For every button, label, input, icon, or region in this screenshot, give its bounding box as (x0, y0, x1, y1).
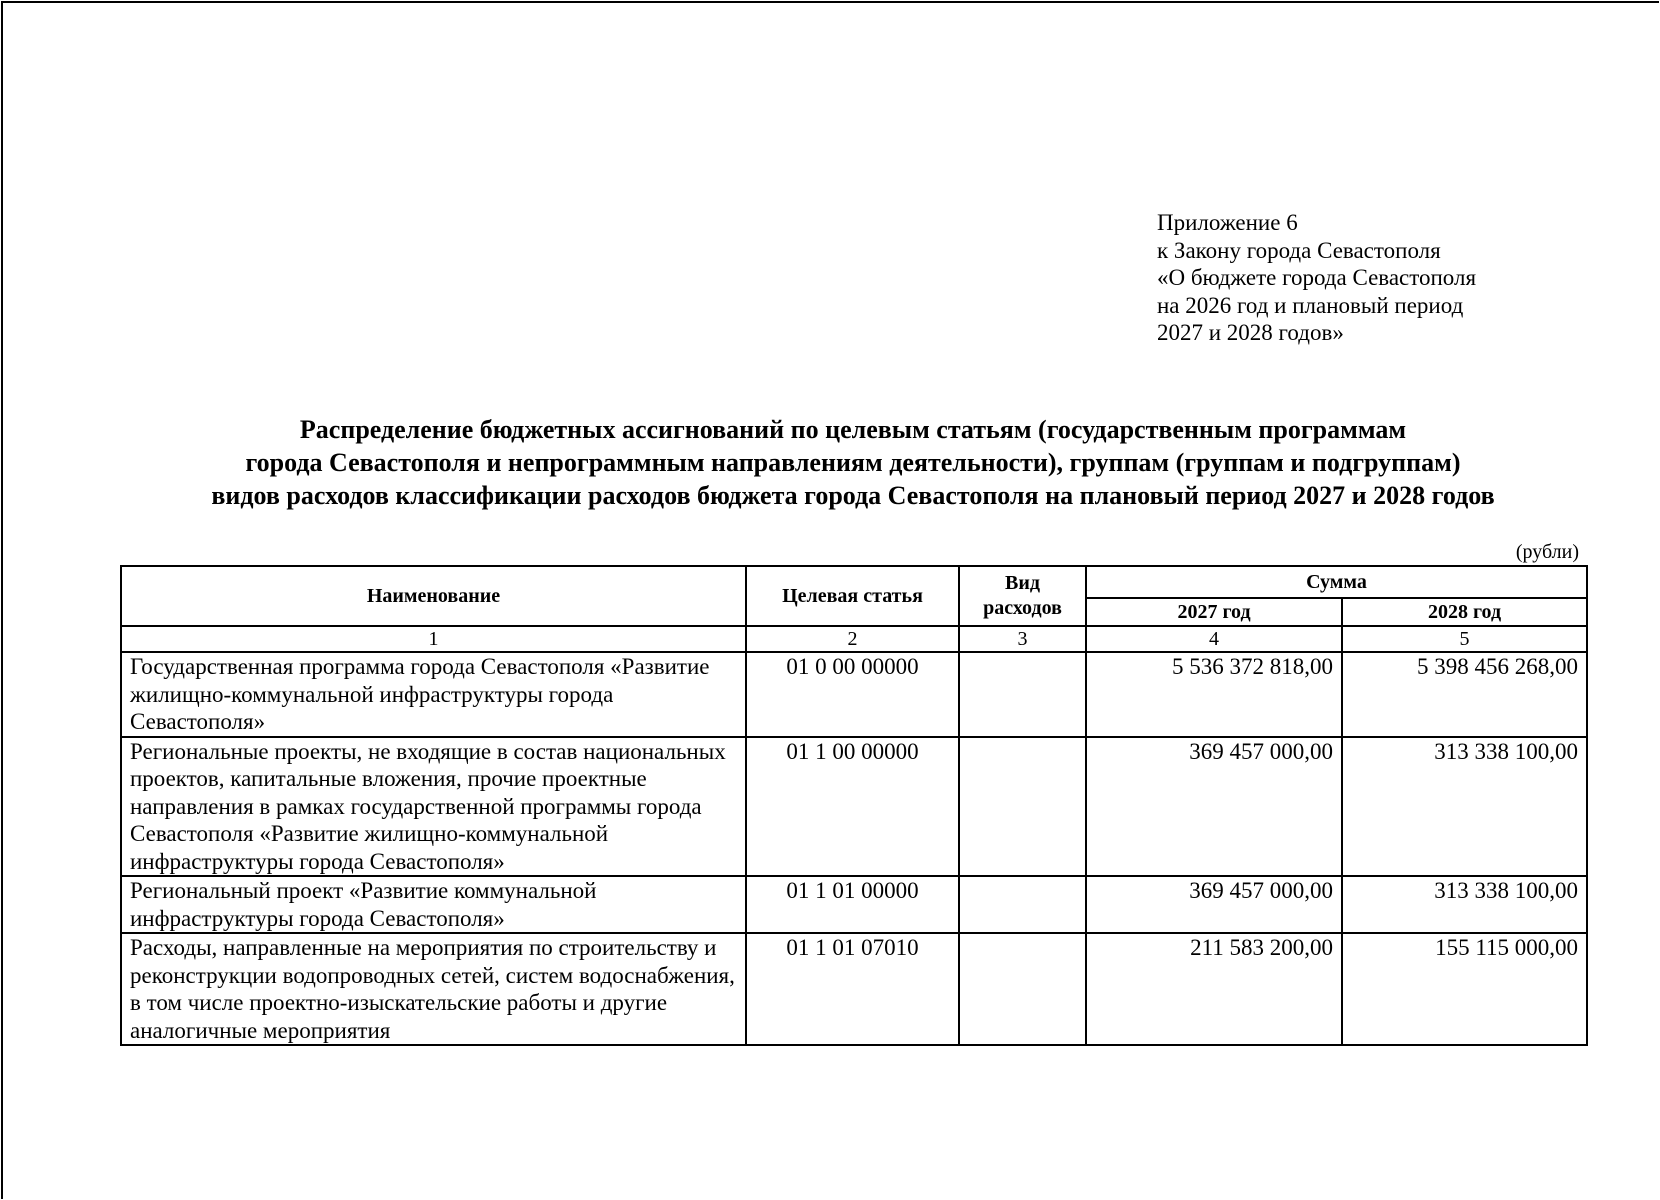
row-name: Расходы, направленные на мероприятия по строительству и реконструкции водопроводных сетей, систем водоснабжения, в том числе проектно-изыскательские работы и другие аналогичные мероприятия (121, 933, 746, 1045)
table-header-row (121, 566, 1587, 598)
table-row (121, 652, 1587, 737)
row-name: Государственная программа города Севастополя «Развитие жилищно-коммунальной инфраструктуры города Севастополя» (121, 652, 746, 737)
column-number: 5 (1342, 626, 1587, 652)
row-amount-2028: 313 338 100,00 (1342, 737, 1587, 877)
row-expense-kind (959, 652, 1086, 737)
header-target-article: Целевая статья (746, 566, 959, 626)
column-number: 3 (959, 626, 1086, 652)
budget-table (120, 565, 1588, 1046)
appendix-line: Приложение 6 (1157, 210, 1298, 235)
row-amount-2028: 313 338 100,00 (1342, 876, 1587, 933)
appendix-line: к Закону города Севастополя (1157, 237, 1441, 263)
row-name: Региональные проекты, не входящие в состав национальных проектов, капитальные вложения, прочие проектные направления в рамках государственной программы города Севастополя «Развитие жилищно-коммунальной инфраструктуры города Севастополя» (121, 737, 746, 877)
title-line: города Севастополя и непрограммным направлениям деятельности), группам (группам и подгруппам) (245, 448, 1461, 477)
table-row (121, 876, 1587, 933)
appendix-line: «О бюджете города Севастополя (1157, 265, 1477, 290)
unit-label: (рубли) (1515, 541, 1579, 563)
table-row (121, 933, 1587, 1045)
header-year-2027: 2027 год (1086, 598, 1342, 626)
title-line: Распределение бюджетных ассигнований по целевым статьям (государственным программам (299, 415, 1407, 444)
document-title (123, 413, 1583, 512)
table-row (121, 737, 1587, 877)
row-amount-2028: 155 115 000,00 (1342, 933, 1587, 1045)
row-amount-2027: 369 457 000,00 (1086, 876, 1342, 933)
row-name: Региональный проект «Развитие коммунальной инфраструктуры города Севастополя» (121, 876, 746, 933)
column-number: 1 (121, 626, 746, 652)
column-number: 4 (1086, 626, 1342, 652)
row-amount-2027: 211 583 200,00 (1086, 933, 1342, 1045)
header-year-2028: 2028 год (1342, 598, 1587, 626)
document-page (1, 1, 1659, 1199)
row-target-article: 01 1 00 00000 (746, 737, 959, 877)
row-target-article: 01 1 01 07010 (746, 933, 959, 1045)
appendix-line: 2027 и 2028 годов» (1157, 320, 1344, 345)
appendix-note (1157, 209, 1476, 347)
row-expense-kind (959, 876, 1086, 933)
header-name: Наименование (121, 566, 746, 626)
row-amount-2028: 5 398 456 268,00 (1342, 652, 1587, 737)
row-amount-2027: 369 457 000,00 (1086, 737, 1342, 877)
row-expense-kind (959, 737, 1086, 877)
appendix-line: на 2026 год и плановый период (1157, 292, 1464, 318)
column-number-row (121, 626, 1587, 652)
row-amount-2027: 5 536 372 818,00 (1086, 652, 1342, 737)
header-expense-kind: Вид расходов (959, 566, 1086, 626)
title-line: видов расходов классификации расходов бюджета города Севастополя на плановый период 2027 и 2028 годов (211, 481, 1495, 510)
row-target-article: 01 1 01 00000 (746, 876, 959, 933)
row-target-article: 01 0 00 00000 (746, 652, 959, 737)
header-sum: Сумма (1086, 566, 1587, 598)
column-number: 2 (746, 626, 959, 652)
row-expense-kind (959, 933, 1086, 1045)
